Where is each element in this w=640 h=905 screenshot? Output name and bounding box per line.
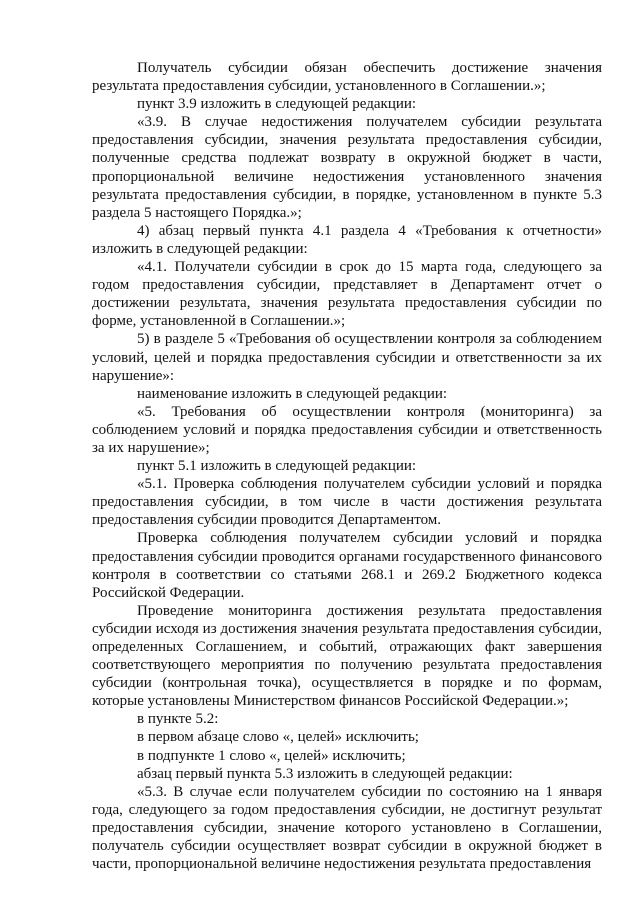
document-body [92, 59, 602, 873]
paragraph-8: «5. Требования об осуществлении контроля (мониторинга) за соблюдением условий и порядка предоставления субсидии и ответственность за их нарушение»; [92, 403, 602, 456]
paragraph-3: «3.9. В случае недостижения получателем субсидии результата предоставления субсидии, значения результата предоставления субсидии, полученные средства подлежат возврату в окружной бюджет в части, пропорциональной величине недостижения установленного значения результата предоставления субсидии, в порядке, установленном в пункте 5.3 раздела 5 настоящего Порядка.»; [92, 114, 602, 221]
paragraph-5: «4.1. Получатели субсидии в срок до 15 марта года, следующего за годом предоставления субсидии, представляет в Департамент отчет о достижении результата, значения результата предоставления субсидии по форме, установленной в Соглашении.»; [92, 259, 602, 330]
paragraph-15: в подпункте 1 слово «, целей» исключить; [137, 747, 406, 764]
paragraph-2: пункт 3.9 изложить в следующей редакции: [137, 96, 417, 113]
paragraph-13: в пункте 5.2: [137, 711, 219, 728]
paragraph-1: Получатель субсидии обязан обеспечить достижение значения результата предоставления субсидии, установленного в Соглашении.»; [92, 60, 602, 95]
paragraph-6: 5) в разделе 5 «Требования об осуществлении контроля за соблюдением условий, целей и порядка предоставления субсидии и ответственности за их нарушение»: [92, 331, 602, 384]
paragraph-7: наименование изложить в следующей редакции: [137, 385, 448, 402]
paragraph-12: Проведение мониторинга достижения результата предоставления субсидии исходя из достижения значения результата предоставления субсидии, определенных Соглашением, и событий, отражающих факт завершения соответствующего мероприятия по получению результата предоставления субсидии (контрольная точка), осуществляется в порядке и по формам, которые установлены Министерством финансов Российской Федерации.»; [92, 602, 602, 710]
paragraph-16: абзац первый пункта 5.3 изложить в следующей редакции: [137, 765, 513, 782]
paragraph-11: Проверка соблюдения получателем субсидии условий и порядка предоставления субсидии проводится органами государственного финансового контроля в соответствии со статьями 268.1 и 269.2 Бюджетного кодекса Российской Федерации. [92, 530, 602, 601]
paragraph-17: «5.3. В случае если получателем субсидии по состоянию на 1 января года, следующего за годом предоставления субсидии, не достигнут результат предоставления субсидии, значение которого установлено в Соглашении, получатель субсидии осуществляет возврат субсидии в окружной бюджет в части, пропорциональной величине недостижения результата предоставления [92, 783, 602, 873]
paragraph-14: в первом абзаце слово «, целей» исключить; [137, 729, 419, 746]
paragraph-10: «5.1. Проверка соблюдения получателем субсидии условий и порядка предоставления субсидии, в том числе в части достижения результата предоставления субсидии проводится Департаментом. [92, 476, 602, 529]
paragraph-9: пункт 5.1 изложить в следующей редакции: [137, 458, 417, 475]
paragraph-4: 4) абзац первый пункта 4.1 раздела 4 «Требования к отчетности» изложить в следующей редакции: [92, 222, 602, 257]
